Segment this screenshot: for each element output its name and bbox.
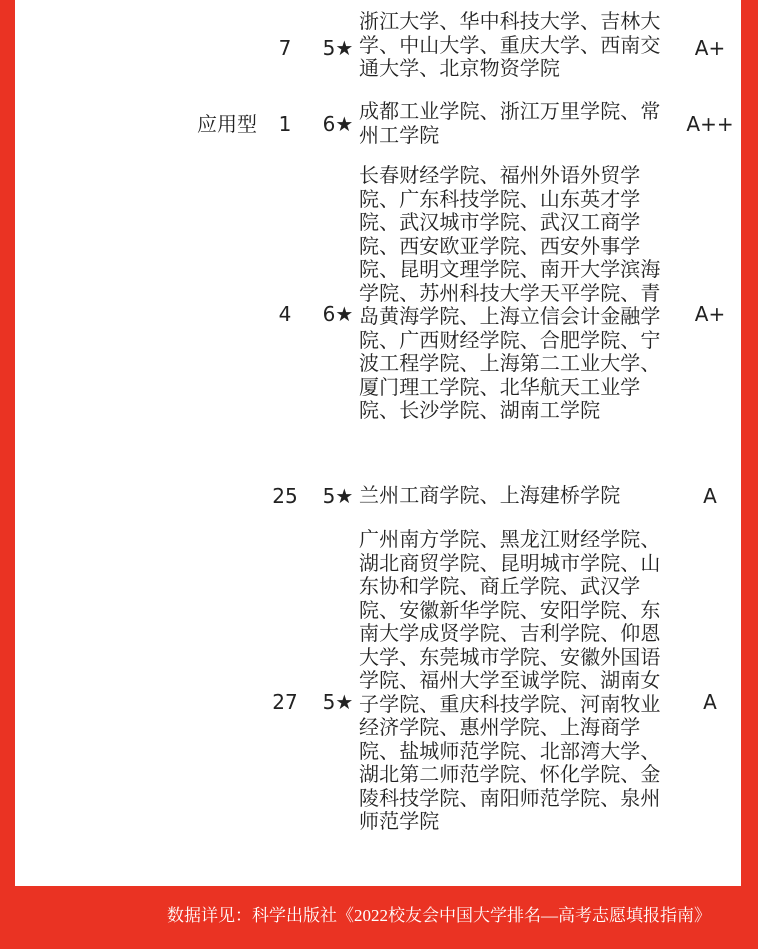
table-row: [15, 480, 741, 512]
grade-value: A: [703, 690, 717, 714]
table-row: [15, 528, 741, 878]
grade-value: A: [703, 484, 717, 508]
table-row: [15, 98, 741, 150]
school-list: 广州南方学院、黑龙江财经学院、湖北商贸学院、昆明城市学院、山东协和学院、商丘学院、武汉学院、安徽新华学院、安阳学院、东南大学成贤学院、吉利学院、仰恩大学、东莞城市学院、安徽外国语学院、福州大学至诚学院、湖南女子学院、重庆科技学院、河南牧业经济学院、惠州学院、上海商学院、盐城师范学院、北部湾大学、湖北第二师范学院、怀化学院、金陵科技学院、南阳师范学院、泉州师范学院: [359, 527, 661, 833]
table-row: [15, 162, 741, 467]
star-rating: 6★: [322, 302, 354, 326]
school-type: 应用型: [197, 112, 257, 136]
table-row: [15, 8, 741, 88]
school-list: 兰州工商学院、上海建桥学院: [359, 483, 621, 507]
grade-value: A+: [694, 302, 726, 326]
rank-value: 7: [278, 36, 292, 60]
star-rating: 6★: [322, 112, 354, 136]
grade-value: A++: [686, 112, 734, 136]
star-rating: 5★: [322, 484, 354, 508]
ranking-table: [15, 0, 741, 886]
star-rating: 5★: [322, 36, 354, 60]
rank-value: 27: [272, 690, 298, 714]
school-list: 浙江大学、华中科技大学、吉林大学、中山大学、重庆大学、西南交通大学、北京物资学院: [359, 9, 661, 80]
rank-value: 1: [278, 112, 292, 136]
school-list: 成都工业学院、浙江万里学院、常州工学院: [359, 99, 661, 147]
rank-value: 25: [272, 484, 298, 508]
school-list: 长春财经学院、福州外语外贸学院、广东科技学院、山东英才学院、武汉城市学院、武汉工商学院、西安欧亚学院、西安外事学院、昆明文理学院、南开大学滨海学院、苏州科技大学天平学院、青岛黄海学院、上海立信会计金融学院、广西财经学院、合肥学院、宁波工程学院、上海第二工业大学、厦门理工学院、北华航天工业学院、长沙学院、湖南工学院: [359, 163, 661, 422]
star-rating: 5★: [322, 690, 354, 714]
grade-value: A+: [694, 36, 726, 60]
rank-value: 4: [278, 302, 292, 326]
source-footer: 数据详见：科学出版社《2022校友会中国大学排名—高考志愿填报指南》: [167, 906, 711, 925]
